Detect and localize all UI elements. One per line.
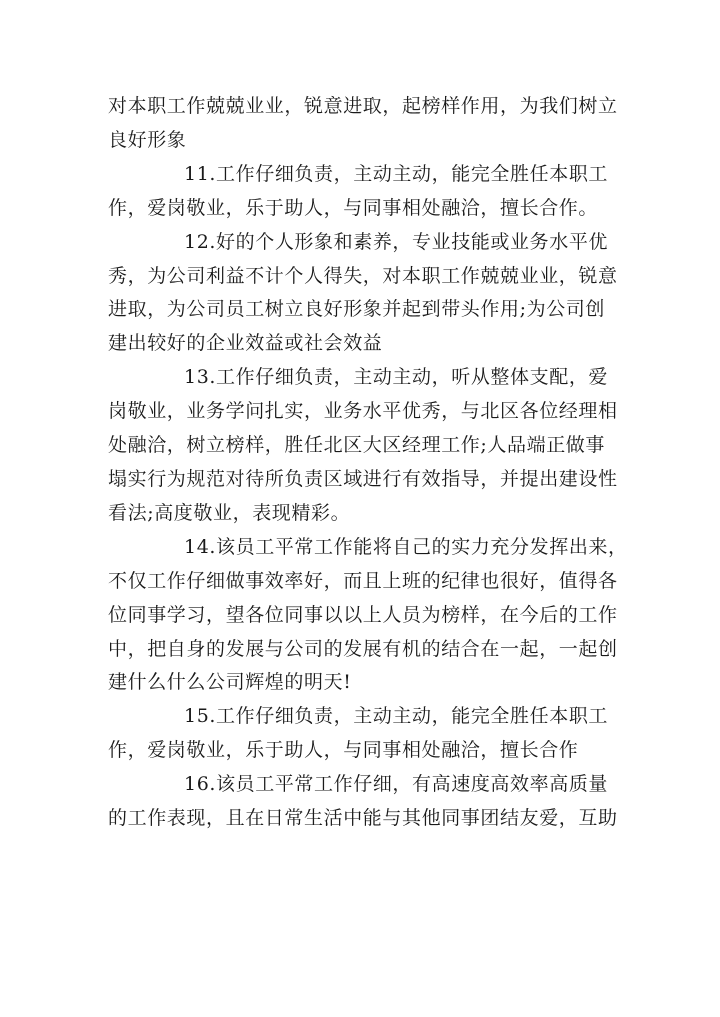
text-line: 作，爱岗敬业，乐于助人，与同事相处融洽，擅长合作。 — [108, 196, 599, 219]
document-body — [108, 90, 628, 836]
text-line: 位同事学习，望各位同事以以上人员为榜样，在今后的工作 — [108, 603, 618, 626]
text-line: 12.好的个人形象和素养，专业技能或业务水平优 — [184, 230, 609, 253]
text-line: 塌实行为规范对待所负责区域进行有效指导，并提出建设性 — [108, 467, 618, 490]
text-line: 良好形象 — [108, 128, 187, 151]
paragraph-item-16 — [108, 768, 616, 836]
text-line: 不仅工作仔细做事效率好，而且上班的纪律也很好，值得各 — [108, 569, 618, 592]
paragraph-item-13 — [108, 361, 616, 531]
paragraph-item-15 — [108, 700, 616, 768]
text-line: 16.该员工平常工作仔细，有高速度高效率高质量 — [184, 773, 609, 796]
text-line: 15.工作仔细负责，主动主动，能完全胜任本职工 — [184, 705, 609, 728]
text-line: 13.工作仔细负责，主动主动，听从整体支配，爱 — [184, 366, 609, 389]
text-line: 建什么什么公司辉煌的明天! — [108, 671, 352, 694]
paragraph-item-11 — [108, 158, 616, 226]
text-line: 进取，为公司员工树立良好形象并起到带头作用;为公司创 — [108, 298, 606, 321]
text-line: 11.工作仔细负责，主动主动，能完全胜任本职工 — [184, 162, 609, 185]
text-line: 岗敬业，业务学问扎实，业务水平优秀，与北区各位经理相 — [108, 400, 618, 423]
text-line: 中，把自身的发展与公司的发展有机的结合在一起，一起创 — [108, 637, 618, 660]
text-line: 秀，为公司利益不计个人得失，对本职工作兢兢业业，锐意 — [108, 264, 618, 287]
text-line: 作，爱岗敬业，乐于助人，与同事相处融洽，擅长合作 — [108, 739, 579, 762]
text-line: 的工作表现，且在日常生活中能与其他同事团结友爱，互助 — [108, 807, 618, 830]
paragraph-item-14 — [108, 531, 628, 701]
paragraph-item-12 — [108, 226, 616, 362]
paragraph-intro — [108, 90, 616, 158]
text-line: 14.该员工平常工作能将自己的实力充分发挥出来， — [184, 535, 628, 558]
text-line: 建出较好的企业效益或社会效益 — [108, 332, 383, 355]
text-line: 看法;高度敬业，表现精彩。 — [108, 501, 351, 524]
text-line: 对本职工作兢兢业业，锐意进取，起榜样作用，为我们树立 — [108, 95, 618, 117]
text-line: 处融洽，树立榜样，胜任北区大区经理工作;人品端正做事 — [108, 434, 606, 457]
